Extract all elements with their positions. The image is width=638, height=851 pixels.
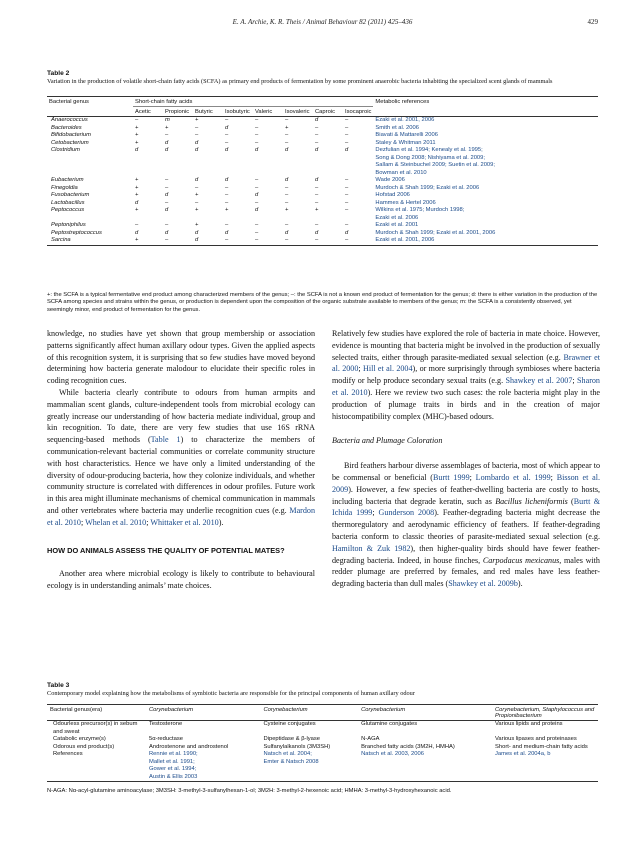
scfa-cell: – [315,222,319,228]
scfa-cell: m [165,117,170,123]
table2-row [47,192,598,200]
table3-column-header: Corynebacterium, Staphylococcus and Propionibacterium [495,706,595,719]
scfa-cell: d [255,207,259,213]
table3-row [47,744,598,752]
scfa-cell: – [315,124,319,131]
reference-cell[interactable] [373,125,598,133]
left-paragraph-1: knowledge, no studies have yet shown that group membership or association patterns significantly affect human axillary odour types. Given the applied aspects of this recognition system, it is surprising that so few studies have moved beyond determining how bacteria generate malodour to elucidate their specific roles in coding recognition cues. [47,329,315,386]
scfa-cell: d [165,207,169,213]
scfa-cell: – [255,184,259,191]
table3-row-label: References [53,751,83,757]
reference-line[interactable]: Hammes & Hertel 2006 [375,199,436,206]
scfa-cell: d [315,147,319,153]
scfa-cell: – [345,124,349,131]
scfa-cell: d [135,229,139,236]
scfa-cell: – [315,139,319,146]
table2-column-header: Isocaproic [345,108,372,115]
table3-column-header: Corynebacterium [361,706,406,713]
table2-row [47,140,598,148]
scfa-cell: – [255,139,259,146]
scfa-cell: – [345,139,349,146]
table2-row [47,207,598,222]
citation-link[interactable]: Whittaker et al. 2010 [150,517,219,527]
left-column [47,328,315,592]
table2-column-header: Butyric [195,108,213,115]
table3-column-header: Corynebacterium [263,706,308,713]
reference-cell[interactable] [373,140,598,148]
scfa-cell: d [285,229,289,236]
reference-cell[interactable] [373,117,598,125]
scfa-cell: d [165,147,169,153]
left-paragraph-3: Another area where microbial ecology is likely to contribute to behavioural ecology is in understanding animals’ mate choices. [47,569,315,590]
citation-link[interactable]: Hill et al. 2004 [363,364,413,374]
table3-label: Table 3 [47,682,70,689]
scfa-cell: – [195,132,199,138]
scfa-cell: – [345,192,349,198]
scfa-cell: d [195,177,199,183]
genus-cell: Peptoniphilus [51,222,86,228]
scfa-cell: d [315,117,319,123]
table2 [47,96,598,246]
table2-head-genus: Bacterial genus [49,98,89,105]
table2-row [47,230,598,238]
table2-row [47,237,598,245]
reference-line[interactable]: Wilkins et al. 1975; Murdoch 1998; [375,207,465,213]
reference-cell[interactable] [373,200,598,208]
scfa-cell: – [345,207,349,213]
reference-line[interactable]: James et al. 2004a, b [495,751,551,757]
reference-line[interactable]: Ezaki et al. 2001, 2006 [375,117,435,123]
table3-caption: Contemporary model explaining how the metabolisms of symbiotic bacteria are responsible for the principal components of human axillary odour [47,690,415,697]
reference-line[interactable]: Ezaki et al. 2001 [375,222,419,228]
scfa-cell: d [345,147,349,153]
scfa-cell: – [165,177,169,183]
scfa-cell: – [165,222,169,228]
table2-row [47,185,598,193]
citation-link[interactable]: Bisson et al. 2009 [332,472,601,494]
reference-line[interactable]: Murdoch & Shah 1999; Ezaki et al. 2006 [375,184,480,191]
reference-line[interactable]: Rennie et al. 1990; [149,751,198,757]
scfa-cell: + [135,177,139,183]
table3-reference-cell[interactable] [146,751,261,782]
scfa-cell: + [135,192,139,198]
table2-row [47,200,598,208]
scfa-cell: – [195,124,199,131]
reference-cell[interactable] [373,237,598,245]
scfa-cell: – [135,222,139,228]
scfa-cell: d [255,192,259,198]
scfa-cell: – [225,132,229,138]
scfa-cell: – [255,177,259,183]
reference-line[interactable]: Staley & Whitman 2011 [375,139,436,146]
reference-line[interactable]: Mallet et al. 1991; [149,758,195,765]
table2-caption-block [47,70,598,86]
genus-cell: Finegoldia [51,184,78,191]
scfa-cell: + [195,117,199,123]
genus-cell: Sarcina [51,237,71,243]
table3-row [47,736,598,744]
citation-link[interactable]: Whelan et al. 2010 [85,517,147,527]
table3 [47,704,598,782]
genus-cell: Cetobacterium [51,139,89,146]
scfa-cell: d [195,139,199,146]
scfa-cell: d [135,199,139,206]
scfa-cell: – [345,184,349,191]
cell-line: Various lipases and proteinases [495,736,577,742]
reference-cell[interactable] [373,177,598,185]
table2-column-row [47,107,598,117]
reference-line[interactable]: Emter & Natsch 2008 [263,758,319,765]
table2-column-header: Isobutyric [225,108,250,115]
scfa-cell: – [315,199,319,206]
table3-caption-block [47,682,598,698]
table3-column-header: Bacterial genus(era) [50,706,103,713]
reference-line[interactable]: Wade 2006 [375,177,405,183]
scfa-cell: d [165,192,169,198]
table2-column-header: Acetic [135,108,151,115]
citation-link[interactable]: Lombardo et al. 1999 [475,472,551,482]
table2-column-header: Valeric [255,108,273,115]
scfa-cell: – [315,192,319,198]
table3-cell [492,721,598,737]
scfa-cell: – [225,184,229,191]
cell-line: Testosterone [149,721,183,727]
reference-cell[interactable] [373,207,598,222]
table2-row [47,117,598,125]
table3-cell [358,721,492,737]
scfa-cell: + [195,207,199,213]
table2-label: Table 2 [47,70,70,77]
table3-cell [146,721,261,737]
table3-row [47,721,598,737]
reference-line[interactable]: Austin & Ellis 2003 [149,773,198,780]
table3-cell [146,744,261,752]
scfa-cell: d [195,237,199,243]
citation-link[interactable]: Sharon et al. 2010 [332,376,600,397]
reference-line[interactable]: Song & Dong 2008; Nishiyama et al. 2009; [375,154,485,161]
scfa-cell: d [225,147,229,153]
cell-line: Glutamine conjugates [361,721,418,727]
scfa-cell: – [345,132,349,138]
scfa-cell: – [285,222,289,228]
table2-footnote: +: the SCFA is a typical fermentative end product among characterized members of the genus; –: the SCFA is not a known end product of fermentation for the genus; d: there is either variation in the production of the SCFA among species and strains within the genus, or production is dependent upon the composition of the organic substrate available to members of the genus; m: the SCFA is a consistently observed, yet seemingly minor, end product of fermentation for the genus. [47,292,598,313]
right-paragraph-2: Bird feathers harbour diverse assemblages of bacteria, most of which appear to be commensal or beneficial (Burtt 1999; Lombardo et al. 1999; Bisson et al. 2009). However, a few species of feather-dwelling bacteria are costly to hosts, including bacteria that degrade keratin, such as Bacillus licheniformis (Burtt & Ichida 1999; Gunderson 2008). Feather-degrading bacteria might decrease the thermoregulatory and aerodynamic efficiency of feathers. If feather-degrading bacteria conform to classic theories of parasite-mediated sexual selection (e.g. Hamilton & Zuk 1982), then higher-quality birds should have fewer feather-degrading bacteria. Indeed, in house finches, Carpodacus mexicanus, males with redder plumage are preferred by females, and red males have less feather-degrading bacteria than dull males (Shawkey et al. 2009b). [332,461,601,589]
genus-cell: Bacteroides [51,124,82,131]
reference-line[interactable]: Ezaki et al. 2006 [375,214,419,221]
scfa-cell: + [165,124,169,131]
reference-cell[interactable] [373,230,598,238]
scfa-cell: – [285,237,289,243]
cell-line: Sulfanylalkanols (3M3SH) [263,743,331,750]
table3-body [47,721,598,782]
reference-cell[interactable] [373,192,598,200]
scfa-cell: – [345,117,349,123]
citation-link[interactable]: Brawner et al. 2000 [332,352,600,374]
scfa-cell: + [225,207,229,213]
scfa-cell: – [165,132,169,138]
reference-line[interactable]: Bowman et al. 2010 [375,169,427,176]
reference-cell[interactable] [373,147,598,177]
scfa-cell: + [135,184,139,191]
scfa-cell: – [285,184,289,191]
genus-cell: Eubacterium [51,177,84,183]
table3-cell [358,744,492,752]
scfa-cell: d [195,147,199,153]
table2-caption: Variation in the production of volatile short-chain fatty acids (SCFA) as primary end products of fermentation by some prominent anaerobic bacteria inhabiting the specialized scent glands of mammals [47,78,553,85]
scfa-cell: d [345,229,349,236]
scfa-cell: – [285,199,289,206]
reference-line[interactable]: Ezaki et al. 2001, 2006 [375,237,435,243]
right-paragraph-1: Relatively few studies have explored the role of bacteria in mate choice. However, evidence is mounting that bacteria might be involved in the production of sexually selected traits, either through parasite-mediated sexual selection (e.g. Brawner et al. 2000; Hill et al. 2004), or more surprisingly through symbioses where bacteria modify or help produce secondary sexual traits (e.g. Shawkey et al. 2007; Sharon et al. 2010). Here we review two such cases: the role bacteria might play in the production of plumage traits in birds and in the creation of major histocompatibility complex (MHC)-based odours. [332,329,600,421]
genus-cell: Bifidobacterium [51,132,91,138]
scfa-cell: – [345,199,349,206]
table2-row [47,222,598,230]
table3-reference-cell[interactable] [358,751,492,782]
scfa-cell: d [195,229,199,236]
cell-line: Branched fatty acids (3M2H, HMHA) [361,743,455,750]
left-paragraph-2: While bacteria clearly contribute to odours from human armpits and mammalian scent glands, culture-independent tools from microbial ecology can greatly increase our understanding of how bacteria mediate individual, group and kin recognition. To date, there are very few studies that use 16S rRNA sequencing-based methods (Table 1) to characterize the members of communication-relevant bacterial communities or correlate community structure with host characteristics. Hence we have only a limited understanding of the diversity of odour-producing bacteria, how they colonize individuals, and whether community structure is correlated with differences in odour profiles. Future work in this area might illuminate mechanisms of chemical communication in mammals and other vertebrates where bacteria may underlie recognition cues (e.g. Mardon et al. 2010; Whelan et al. 2010; Whittaker et al. 2010). [47,387,315,527]
scfa-cell: d [225,124,229,131]
genus-cell: Clostridium [51,147,80,153]
scfa-cell: d [225,229,229,236]
scfa-cell: + [135,132,139,138]
cell-line: 5α-reductase [149,736,183,742]
subsection-heading: Bacteria and Plumage Coloration [332,436,443,446]
genus-cell: Anaerococcus [51,117,88,123]
table3-cell [261,744,359,752]
table3-cell [261,721,359,737]
reference-line[interactable]: Gower et al. 1994; [149,766,197,772]
reference-line[interactable]: Natsch et al. 2003, 2006 [361,751,424,757]
scfa-cell: – [255,199,259,206]
scfa-cell: – [255,117,259,123]
table3-column-header: Corynebacterium [149,706,194,713]
scfa-cell: – [255,132,259,138]
scfa-cell: + [285,124,289,131]
citation-link[interactable]: Shawkey et al. 2007 [505,376,573,386]
scfa-cell: d [315,177,319,183]
scfa-cell: – [285,117,289,123]
cell-line: N-AGA [361,736,380,742]
table2-column-header: Isovaleric [285,108,310,115]
table2-row [47,177,598,185]
reference-cell[interactable] [373,185,598,193]
scfa-cell: – [165,199,169,206]
scfa-cell: + [135,207,139,213]
scfa-cell: – [315,184,319,191]
scfa-cell: + [135,139,139,146]
table3-header-row [47,705,598,721]
scfa-cell: – [195,199,199,206]
reference-line[interactable]: Hofstad 2006 [375,192,410,198]
scfa-cell: d [255,147,259,153]
section-heading: HOW DO ANIMALS ASSESS THE QUALITY OF POTENTIAL MATES? [47,545,285,555]
scfa-cell: – [225,222,229,228]
citation-link[interactable]: Hamilton & Zuk 1982 [332,543,411,553]
running-header: E. A. Archie, K. R. Theis / Animal Behaviour 82 (2011) 425–436 [232,18,413,26]
table2-head-scfa: Short-chain fatty acids [133,97,373,107]
scfa-cell: + [315,207,319,213]
table3-cell [492,744,598,752]
table2-body [47,117,598,246]
citation-link[interactable]: Table 1 [150,435,181,445]
reference-line[interactable]: Dezfulian et al. 1994; Kenealy et al. 1995; [375,147,483,153]
scfa-cell: – [315,237,319,243]
cell-line: Short- and medium-chain fatty acids [495,743,588,750]
scfa-cell: – [255,237,259,243]
scfa-cell: + [195,192,199,198]
genus-cell: Lactobacillus [51,199,85,206]
citation-link[interactable]: Burtt 1999 [433,472,470,482]
scfa-cell: – [285,132,289,138]
reference-line[interactable]: Sallam & Steinbuchel 2009; Suetin et al. 2009; [375,162,495,168]
scfa-cell: – [255,222,259,228]
reference-cell[interactable] [373,132,598,140]
scfa-cell: – [135,117,139,123]
cell-line: Cysteine conjugates [263,721,316,727]
genus-cell: Peptococcus [51,207,85,213]
reference-cell[interactable] [373,222,598,230]
scfa-cell: + [135,237,139,243]
scfa-cell: – [285,139,289,146]
scfa-cell: d [165,229,169,236]
scfa-cell: – [285,192,289,198]
table2-column-header: Caproic [315,108,335,115]
citation-link[interactable]: Burtt & Ichida 1999 [332,496,601,518]
scfa-cell: – [255,124,259,131]
reference-line[interactable]: Smith et al. 2006 [375,124,419,131]
table2-row [47,125,598,133]
table2-head-refs: Metabolic references [375,98,430,105]
cell-line: Androstenone and androstenol [149,743,229,750]
citation-link[interactable]: Gunderson 2008 [378,508,435,518]
scfa-cell: + [195,222,199,228]
table3-reference-cell[interactable] [492,751,598,782]
scfa-cell: d [165,139,169,146]
table3-footnote: N-AGA: Nα-acyl-glutamine aminoacylase; 3M3SH: 3-methyl-3-sulfanylhexan-1-ol; 3M2H: 3-methyl-2-hexenoic acid; HMHA: 3-methyl-3-hydroxyhexanoic acid. [47,788,452,794]
reference-line[interactable]: Murdoch & Shah 1999; Ezaki et al. 2001, 2006 [375,229,496,236]
table3-row [47,751,598,782]
scfa-cell: – [225,192,229,198]
table3-cell [261,736,359,744]
page-number: 429 [587,18,598,26]
table2-row [47,147,598,177]
cell-line: Various lipids and proteins [495,721,563,727]
table3-cell [146,736,261,744]
table3-reference-cell[interactable] [261,751,359,782]
right-column [332,328,600,590]
scfa-cell: d [315,229,319,236]
scfa-cell: + [285,207,289,213]
cell-line: Dipeptidase & β-lyase [263,736,320,742]
scfa-cell: d [285,177,289,183]
scfa-cell: d [225,177,229,183]
scfa-cell: – [225,237,229,243]
scfa-cell: – [195,184,199,191]
scfa-cell: – [315,132,319,138]
table3-row-label: Catabolic enzyme(s) [53,736,106,742]
reference-line[interactable]: Biavati & Mattarelli 2006 [375,132,438,138]
scfa-cell: – [225,117,229,123]
scfa-cell: – [225,199,229,206]
scfa-cell: – [255,229,259,236]
table3-row-label: Odorous end product(s) [53,743,115,750]
citation-link[interactable]: Shawkey et al. 2009b [448,579,518,589]
table3-cell [358,736,492,744]
reference-line[interactable]: Natsch et al. 2004; [263,751,312,757]
scfa-cell: d [285,147,289,153]
table2-row [47,132,598,140]
scfa-cell: – [345,222,349,228]
table3-row-label: Odourless precursor(s) in sebum and sweat [53,721,138,735]
scfa-cell: + [135,124,139,131]
citation-link[interactable]: Mardon et al. 2010 [47,505,315,527]
scfa-cell: – [345,177,349,183]
scfa-cell: – [165,237,169,243]
table3-cell [492,736,598,744]
genus-cell: Peptostreptococcus [51,229,102,236]
genus-cell: Fusobacterium [51,192,90,198]
scfa-cell: – [345,237,349,243]
table2-column-header: Propionic [165,108,190,115]
scfa-cell: d [135,147,139,153]
scfa-cell: – [225,139,229,146]
scfa-cell: – [165,184,169,191]
